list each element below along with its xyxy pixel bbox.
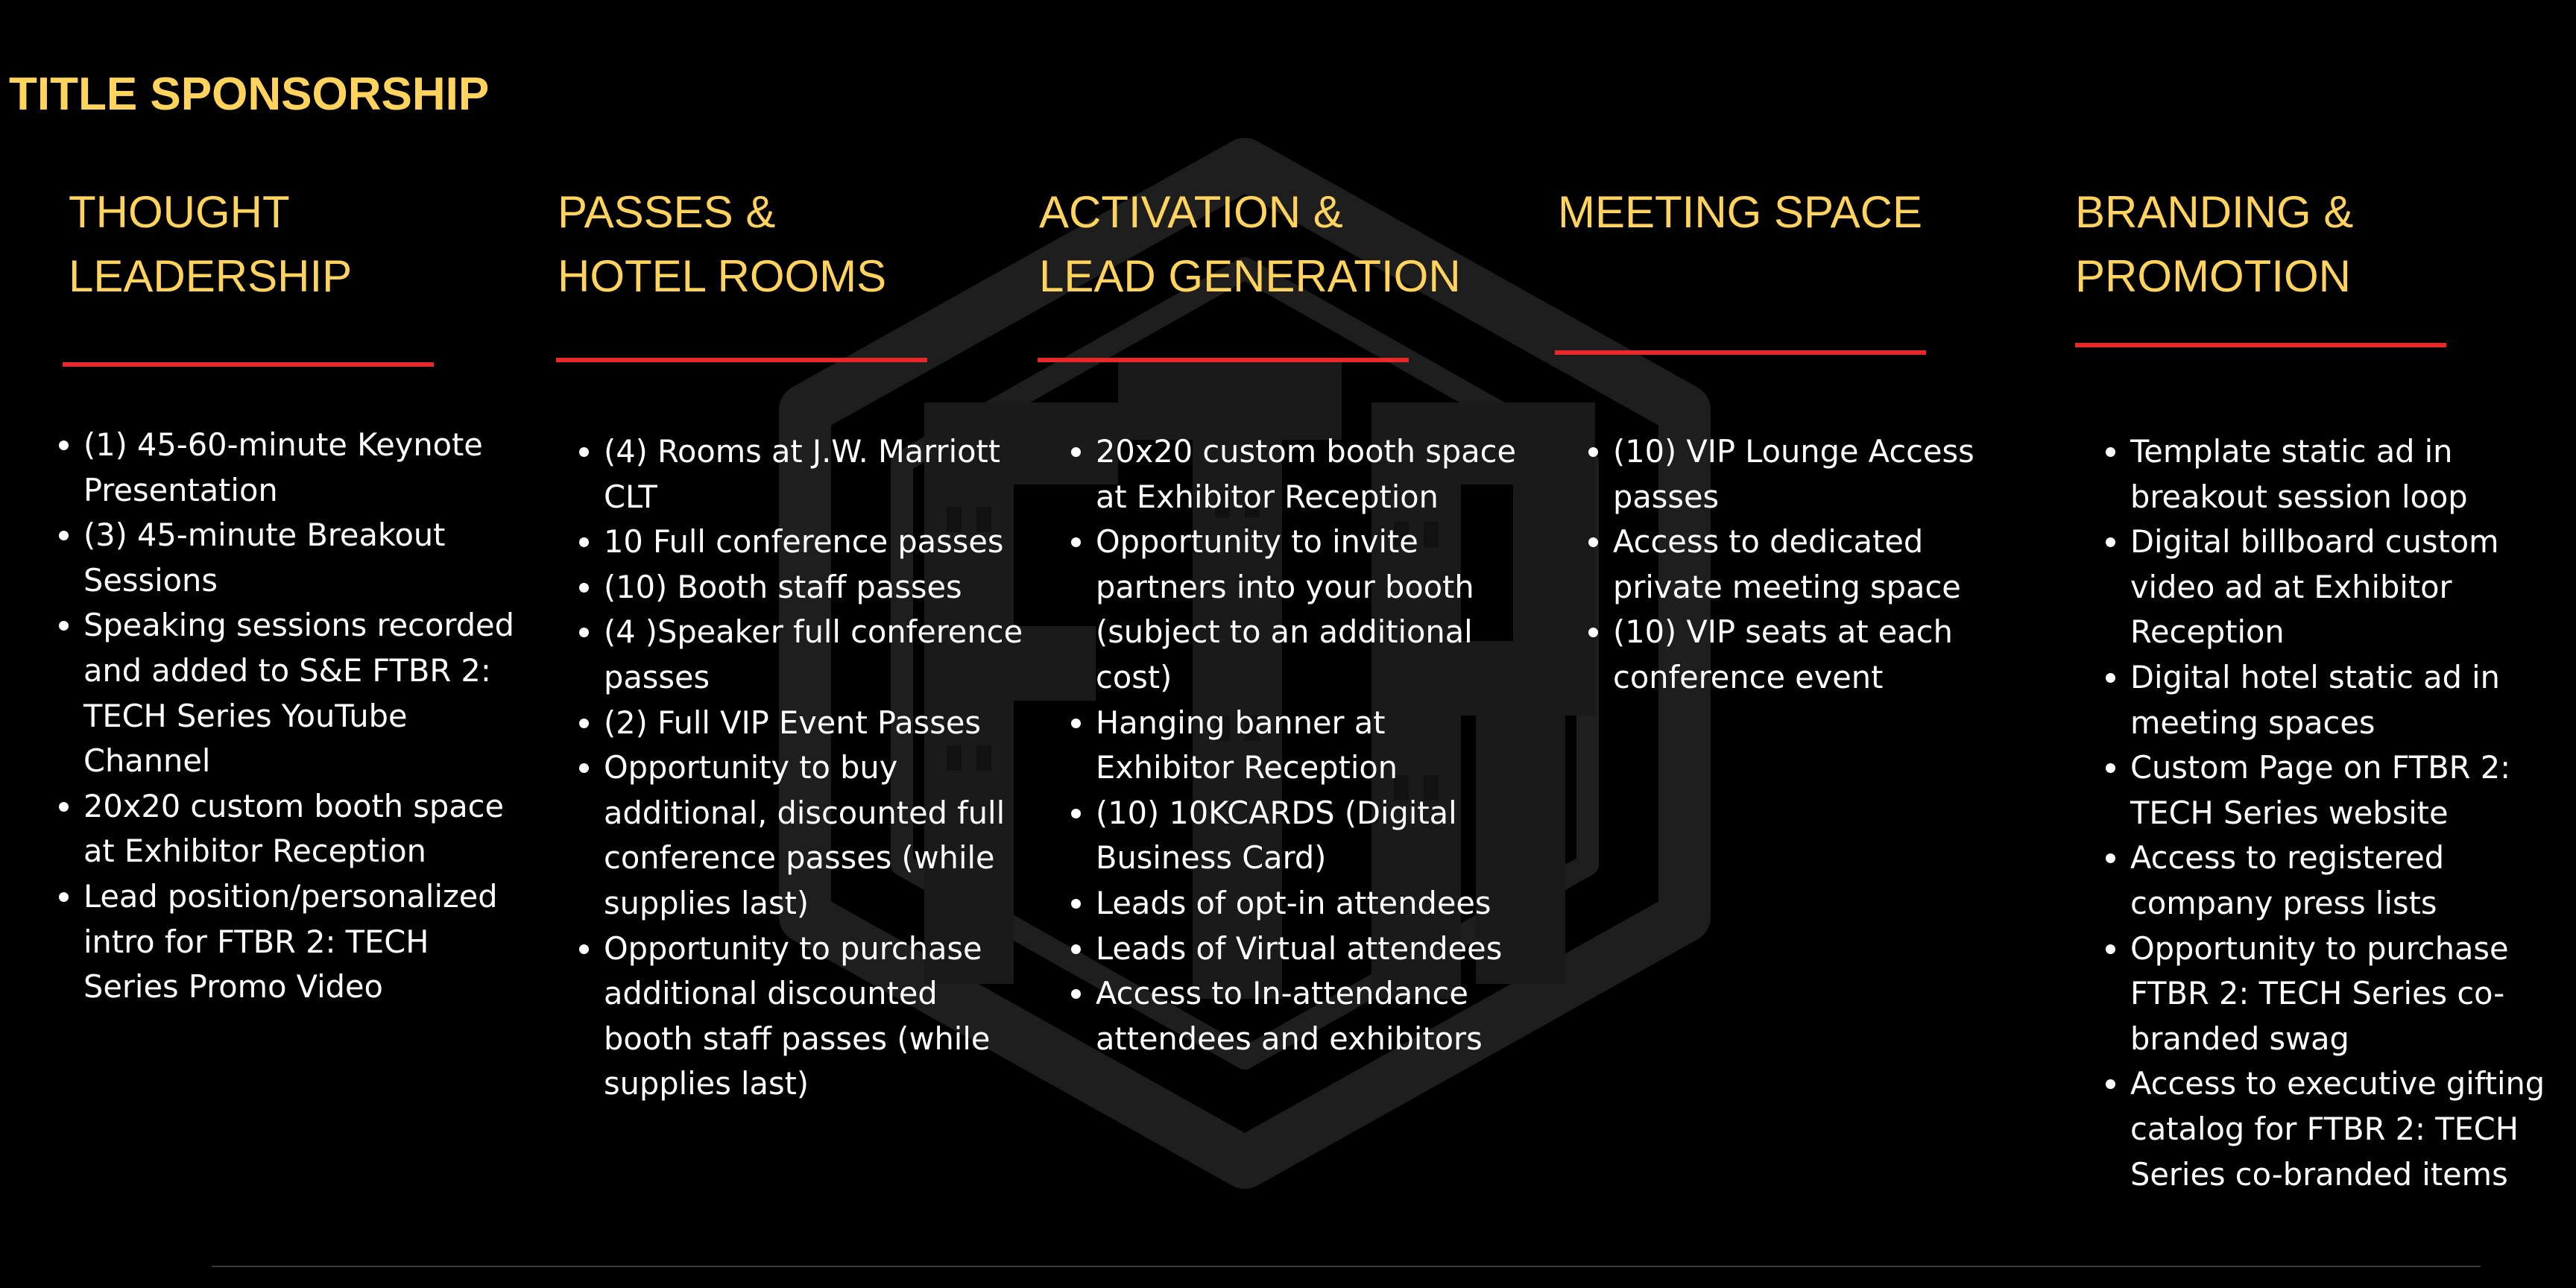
list-item: • 10 Full conference passes (604, 520, 1036, 565)
column-thought-leadership (69, 180, 486, 309)
column-divider (1038, 358, 1409, 362)
list-item: • Lead position/personalized intro for FTBR 2: TECH Series Promo Video (83, 874, 531, 1010)
list-item: • (10) VIP seats at each conference event (1613, 610, 2030, 700)
column-list (2102, 429, 2570, 1197)
list-item: • Digital hotel static ad in meeting spaces (2130, 655, 2570, 745)
list-item: • Opportunity to invite partners into your booth (subject to an additional cost) (1096, 520, 1528, 700)
column-divider (2075, 343, 2446, 347)
column-list (55, 423, 531, 1010)
page-title: TITLE SPONSORSHIP (9, 69, 490, 120)
list-item: • (2) Full VIP Event Passes (604, 701, 1036, 746)
list-item: • (1) 45-60-minute Keynote Presentation (83, 423, 531, 513)
list-item: • (10) Booth staff passes (604, 565, 1036, 610)
list-item: • 20x20 custom booth space at Exhibitor Reception (1096, 429, 1528, 520)
list-item: • Access to In-attendance attendees and exhibitors (1096, 971, 1528, 1061)
list-item: • Template static ad in breakout session loop (2130, 429, 2570, 520)
column-divider (63, 362, 434, 367)
column-list (1067, 429, 1528, 1061)
list-item: • (4 )Speaker full conference passes (604, 610, 1036, 700)
list-item: • (4) Rooms at J.W. Marriott CLT (604, 429, 1036, 520)
list-item: • Custom Page on FTBR 2: TECH Series website (2130, 745, 2570, 836)
column-activation-lead-generation (1039, 180, 1531, 309)
list-item: • Digital billboard custom video ad at Exhibitor Reception (2130, 520, 2570, 655)
column-list (575, 429, 1036, 1107)
list-item: • (10) 10KCARDS (Digital Business Card) (1096, 791, 1528, 881)
list-item: • Opportunity to purchase additional discounted booth staff passes (while supplies last) (604, 926, 1036, 1107)
list-item: • Leads of opt-in attendees (1096, 881, 1528, 926)
column-title: ACTIVATION & LEAD GENERATION (1039, 187, 1461, 301)
list-item: • Leads of Virtual attendees (1096, 926, 1528, 972)
column-title: THOUGHT LEADERSHIP (69, 187, 353, 301)
column-meeting-space (1558, 180, 2020, 244)
footer-divider (212, 1266, 2481, 1267)
list-item: • Access to registered company press lists (2130, 836, 2570, 926)
list-item: • Opportunity to buy additional, discounted full conference passes (while supplies last) (604, 745, 1036, 926)
list-item: • Hanging banner at Exhibitor Reception (1096, 701, 1528, 791)
list-item: • (3) 45-minute Breakout Sessions (83, 513, 531, 603)
column-title: BRANDING & PROMOTION (2075, 187, 2354, 301)
list-item: • Access to dedicated private meeting space (1613, 520, 2030, 610)
column-divider (556, 358, 927, 362)
list-item: • 20x20 custom booth space at Exhibitor Reception (83, 784, 531, 874)
list-item: • Speaking sessions recorded and added to S&E FTBR 2: TECH Series YouTube Channel (83, 603, 531, 783)
list-item: • Opportunity to purchase FTBR 2: TECH Series co-branded swag (2130, 926, 2570, 1062)
column-title: PASSES & HOTEL ROOMS (558, 187, 887, 301)
list-item: • Access to executive gifting catalog for FTBR 2: TECH Series co-branded items (2130, 1061, 2570, 1197)
column-branding-promotion (2075, 180, 2522, 309)
column-divider (1555, 350, 1926, 355)
column-passes-hotel-rooms (558, 180, 1005, 309)
column-title: MEETING SPACE (1558, 187, 1922, 237)
list-item: • (10) VIP Lounge Access passes (1613, 429, 2030, 520)
column-list (1585, 429, 2030, 701)
